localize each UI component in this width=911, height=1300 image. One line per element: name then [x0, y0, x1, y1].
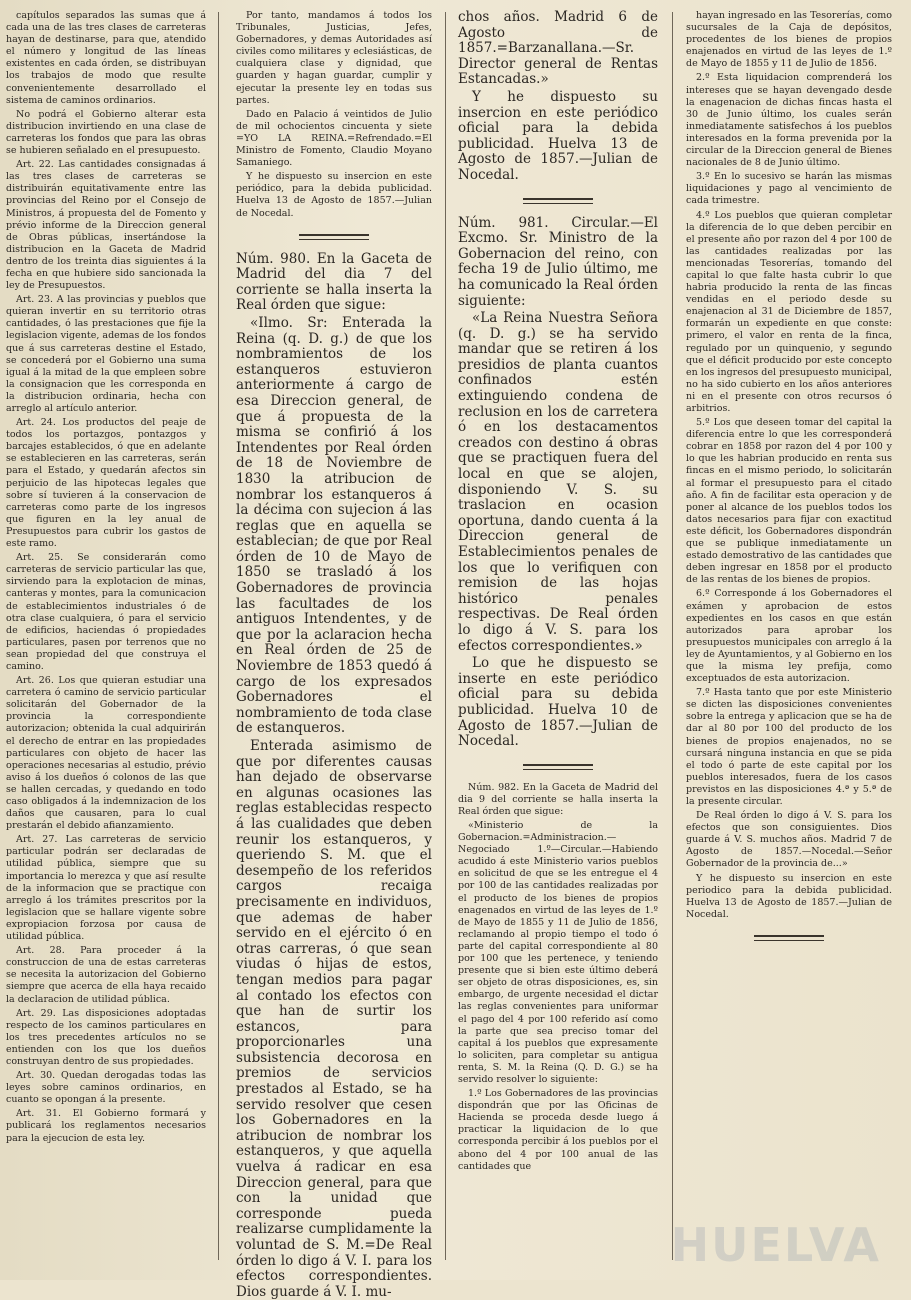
notice-980-end [458, 10, 658, 184]
paragraph: 1.º Los Gobernadores de las provincias dispondrán que por las Oficinas de Hacienda se proceda desde luego á practicar la liquidacion de lo que corresponda percibir á los pueblos por el abono del 4 por 100 anual de las cantidades que [458, 1088, 658, 1172]
paragraph: 2.º Esta liquidacion comprenderá los intereses que se hayan devengado desde la enagenacion de dichas fincas hasta el 30 de Junio último, los cuales serán inmediatamente satisfechos á los pueblos interesados en la forma prevenida por la circular de la Direccion general de Bienes nacionales de 8 de Junio último. [686, 72, 892, 169]
column-divider [445, 12, 446, 1260]
section-separator [523, 198, 593, 204]
column-3 [458, 10, 658, 1264]
paragraph: Art. 27. Las carreteras de servicio particular podrán ser declaradas de utilidad pública, siempre que su importancia lo merezca y que así resulte de la informacion que se practique con arreglo á los trámites prescritos por la legislacion que se hallare vigente sobre expropiacion forzosa por causa de utilidad pública. [6, 834, 206, 943]
notice-980 [236, 252, 432, 1300]
section-separator [523, 764, 593, 770]
paragraph: Lo que he dispuesto se inserte en este periódico oficial para su debida publicidad. Huelva 10 de Agosto de 1857.—Julian de Nocedal. [458, 655, 658, 750]
paragraph: Art. 28. Para proceder á la construccion de una de estas carreteras se necesita la autorizacion del Gobierno siempre que acerca de ella haya recaido la declaracion de utilidad pública. [6, 945, 206, 1005]
paragraph: Art. 24. Los productos del peaje de todos los portazgos, pontazgos y barcajes establecidos, ó que en adelante se establecieren en las carreteras, serán para el Estado, y quedarán afectos sin perjuicio de las hipotecas legales que sobre sí tuvieren á la conservacion de carreteras como parte de los ingresos que figuren en la ley anual de Presupuestos para cubrir los gastos de este ramo. [6, 417, 206, 550]
paragraph: Art. 31. El Gobierno formará y publicará los reglamentos necesarios para la ejecucion de esta ley. [6, 1108, 206, 1144]
section-separator [299, 234, 369, 240]
notice-heading: Núm. 981. Circular.—El Excmo. Sr. Ministro de la Gobernacion del reino, con fecha 19 de Julio último, me ha comunicado la Real órden siguiente: [458, 214, 658, 309]
paragraph: Art. 26. Los que quieran estudiar una carretera ó camino de servicio particular solicitarán del Gobernador de la provincia la correspondiente autorizacion; obtenida la cual adquirirán el derecho de entrar en las propiedades particulares con objeto de hacer las operaciones necesarias al estudio, prévio aviso á los dueños ó colonos de las que se hallen cercadas, y quedando en todo caso obligados á la indemnizacion de los daños que causaren, para lo cual prestarán el debido afianzamiento. [6, 675, 206, 832]
paragraph: 5.º Los que deseen tomar del capital la diferencia entre lo que les corresponderá cobrar en 1858 por razon del 4 por 100 y lo que les habrian producido en renta sus fincas en el mismo periodo, lo solicitarán al formar el presupuesto para el citado año. A fin de facilitar esta operacion y de poner al alcance de los pueblos todos los datos necesarios para fijar con exactitud este déficit, los Gobernadores dispondrán que se publique inmediatamente un estado demostrativo de las cantidades que deben ingresar en 1858 por el producto de las rentas de los bienes de propios. [686, 417, 892, 586]
column-4 [686, 10, 892, 1264]
paragraph: 7.º Hasta tanto que por este Ministerio se dicten las disposiciones convenientes sobre la entrega y aplicacion que se ha de dar al 80 por 100 del producto de los bienes de propios enajenados, no se cursará ninguna instancia en que se pida el todo ó parte de este capital por los pueblos interesados, fuera de los casos previstos en las disposiciones 4.ª y 5.ª de la presente circular. [686, 687, 892, 807]
paragraph: Y he dispuesto su insercion en este periódico oficial para la debida publicidad. Huelva 13 de Agosto de 1857.—Julian de Nocedal. [458, 88, 658, 183]
law-closing-section [236, 10, 432, 220]
notice-981 [458, 216, 658, 750]
paragraph: chos años. Madrid 6 de Agosto de 1857.=Barzanallana.—Sr. Director general de Rentas Estancadas.» [458, 9, 658, 88]
paragraph: Art. 22. Las cantidades consignadas á las tres clases de carreteras se distribuirán equitativamente entre las provincias del Reino por el Consejo de Ministros, á propuesta del de Fomento y prévio informe de la Direccion general de Obras públicas, insertándose la distribucion en la Gaceta de Madrid dentro de los treinta dias siguientes á la fecha en que hubiere sido sancionada la ley de Presupuestos. [6, 159, 206, 292]
paragraph: Dado en Palacio á veintidos de Julio de mil ochocientos cincuenta y siete =YO LA REINA.=Refrendado.=El Ministro de Fomento, Claudio Moyano Samaniego. [236, 108, 432, 169]
paragraph: 3.º En lo sucesivo se harán las mismas liquidaciones y pago al vencimiento de cada trimestre. [686, 171, 892, 207]
paragraph: «Ministerio de la Gobernacion.=Administracion.—Negociado 1.º—Circular.—Habiendo acudido á este Ministerio varios pueblos en solicitud de que se les entregue el 4 por 100 de las cantidades realizadas por el producto de los bienes de propios enagenados en virtud de las leyes de 1.º de Mayo de 1855 y 11 de Julio de 1856, reclamando al propio tiempo el todo ó parte del capital correspondiente al 80 por 100 que les pertenece, y teniendo presente que si bien este último deberá ser objeto de otras disposiciones, es, sin embargo, de urgente necesidad el dictar las reglas convenientes para uniformar el pago del 4 por 100 referido así como la parte que sea preciso tomar del capital á los pueblos que expresamente lo soliciten, para completar su antigua renta, S. M. la Reina (Q. D. G.) se ha servido resolver lo siguiente: [458, 820, 658, 1085]
paragraph: De Real órden lo digo á V. S. para los efectos que son consiguientes. Dios guarde á V. S. muchos años. Madrid 7 de Agosto de 1857.—Nocedal.—Señor Gobernador de la provincia de...» [686, 810, 892, 870]
column-divider [672, 12, 673, 1260]
notice-982 [458, 782, 658, 1173]
paragraph: Art. 29. Las disposiciones adoptadas respecto de los caminos particulares en los tres precedentes artículos no se entienden con los que los dueños construyan dentro de sus propiedades. [6, 1007, 206, 1067]
paragraph: No podrá el Gobierno alterar esta distribucion invirtiendo en una clase de carreteras los fondos que para las obras se hubieren señalado en el presupuesto. [6, 108, 206, 157]
paragraph: Art. 25. Se considerarán como carreteras de servicio particular las que, sirviendo para la explotacion de minas, canteras y montes, para la comunicacion de establecimientos industriales ó de otra clase cualquiera, ó para el servicio de edificios, haciendas ó propiedades particulares, pasen por terrenos que no sean propiedad del que construya el camino. [6, 552, 206, 672]
paragraph: Enterada asimismo de que por diferentes causas han dejado de observarse en algunas ocasiones las reglas establecidas respecto á las cualidades que deben reunir los estanqueros, y queriendo S. M. que el desempeño de los referidos cargos recaiga precisamente en individuos, que ademas de haber servido en el ejército ó en otras carreras, ó que sean viudas ó hijas de estos, tengan medios para pagar al contado los efectos con que han de surtir los estancos, para proporcionarles una subsistencia decorosa en premios de servicios prestados al Estado, se ha servido resolver que cesen los Gobernadores en la atribucion de nombrar los estanqueros, y que aquella vuelva á radicar en esa Direccion general, para que con la unidad que corresponde pueda realizarse cumplidamente la voluntad de S. M.=De Real órden lo digo á V. I. para los efectos correspondientes. Dios guarde á V. I. mu- [236, 738, 432, 1300]
notice-heading: Núm. 980. En la Gaceta de Madrid del dia 7 del corriente se halla inserta la Real órden que sigue: [236, 250, 432, 314]
paragraph: 4.º Los pueblos que quieran completar la diferencia de lo que deben percibir en el presente año por razon del 4 por 100 de las cantidades realizadas por las mencionadas Tesorerías, tomando del capital lo que falte hasta cubrir lo que habria producido la renta de las fincas vendidas en el periodo desde su enajenacion al 31 de Diciembre de 1857, formarán un expediente en que conste: primero, el valor en renta de la finca, regulado por un quinquenio, y segundo que el déficit producido por este concepto en los ingresos del presupuesto municipal, no ha sido cubierto en los años anteriores ni en el presente con otros recursos ó arbitrios. [686, 209, 893, 414]
paragraph: «Ilmo. Sr: Enterada la Reina (q. D. g.) de que los nombramientos de los estanqueros estuvieron anteriormente á cargo de esa Direccion general, de que á propuesta de la misma se confirió á los Intendentes por Real órden de 18 de Noviembre de 1830 la atribucion de nombrar los estanqueros á la décima con sujecion á las reglas que en aquella se establecian; de que por Real órden de 10 de Mayo de 1850 se trasladó á los Gobernadores de provincia las facultades de los antiguos Intendentes, y de que por la aclaracion hecha en Real órden de 25 de Noviembre de 1853 quedó á cargo de los expresados Gobernadores el nombramiento de toda clase de estanqueros. [236, 314, 432, 737]
column-divider [218, 12, 219, 1260]
notice-heading: Núm. 982. En la Gaceta de Madrid del dia 9 del corriente se halla inserta la Real órden que sigue: [458, 781, 658, 817]
column-2 [236, 10, 432, 1300]
paragraph: Art. 30. Quedan derogadas todas las leyes sobre caminos ordinarios, en cuanto se opongan á la presente. [6, 1070, 206, 1106]
paragraph: hayan ingresado en las Tesorerías, como sucursales de la Caja de depósitos, procedentes de los bienes de propios enajenados en virtud de las leyes de 1.º de Mayo de 1855 y 11 de Julio de 1856. [686, 10, 892, 70]
watermark-logo: HUELVA [670, 1218, 881, 1272]
paragraph: capítulos separados las sumas que á cada una de las tres clases de carreteras hayan de destinarse, para que, atendido el número y longitud de las líneas existentes en cada órden, se distribuyan los trabajos de modo que resulte convenientemente desarrollado el sistema de caminos ordinarios. [6, 10, 206, 106]
paragraph: Art. 23. A las provincias y pueblos que quieran invertir en su territorio otras cantidades, ó las prestaciones que fije la legislacion vigente, ademas de los fondos que á sus carreteras destine el Estado, se concederá por el Gobierno una suma igual á la mitad de la que empleen sobre la consignacion que les corresponda en la distribucion ordinaria, hecha con arreglo al artículo anterior. [6, 294, 206, 414]
paragraph: Por tanto, mandamos á todos los Tribunales, Justicias, Jefes, Gobernadores, y demas Autoridades así civiles como militares y eclesiásticas, de cualquiera clase y dignidad, que guarden y hagan guardar, cumplir y ejecutar la presente ley en todas sus partes. [236, 10, 432, 106]
paragraph: «La Reina Nuestra Señora (q. D. g.) se ha servido mandar que se retiren á los presidios de planta cuantos confinados estén extinguiendo condena de reclusion en los de carretera ó en los destacamentos creados con destino á obras que se practiquen fuera del local en que se alojen, disponiendo V. S. su traslacion en ocasion oportuna, dando cuenta á la Direccion general de Establecimientos penales de los que lo verifiquen con remision de las hojas histórico penales respectivas. De Real órden lo digo á V. S. para los efectos correspondientes.» [458, 310, 658, 654]
paragraph: Y he dispuesto su insercion en este periódico, para la debida publicidad. Huelva 13 de Agosto de 1857.—Julian de Nocedal. [236, 171, 432, 219]
column-1 [6, 10, 206, 1264]
paragraph: Y he dispuesto su insercion en este periodico para la debida publicidad. Huelva 13 de Agosto de 1857.—Julian de Nocedal. [686, 872, 892, 920]
section-separator [754, 935, 824, 941]
paragraph: 6.º Corresponde á los Gobernadores el exámen y aprobacion de estos expedientes en los casos en que están autorizados para aprobar los presupuestos municipales con arreglo á la ley de Ayuntamientos, y al Gobierno en los que la misma ley prefija, como exceptuados de esta autorizacion. [686, 588, 892, 685]
